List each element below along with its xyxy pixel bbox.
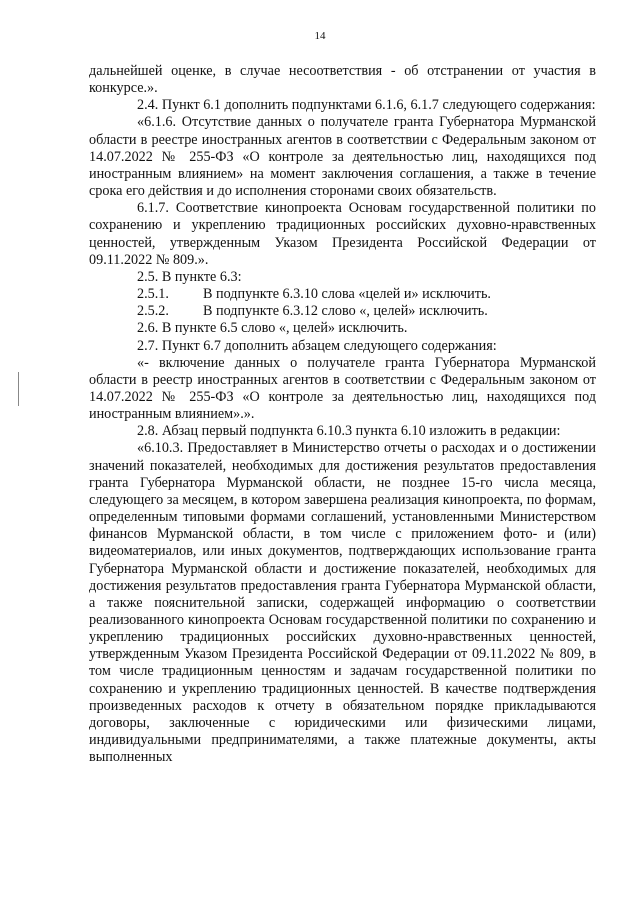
paragraph-6-1-6: «6.1.6. Отсутствие данных о получателе гранта Губернатора Мурманской области в реестре иностранных агентов в соответствии с Федеральным законом от 14.07.2022 № 255-ФЗ «О контроле за деятельностью лиц, находящихся под иностранным влиянием» на момент заключения соглашения, а также в течение срока его действия и до исполнения сторонами своих обязательств.: [89, 114, 596, 200]
paragraph-continuation: дальнейшей оценке, в случае несоответствия - об отстранении от участия в конкурсе.».: [89, 63, 596, 97]
paragraph-2-5: 2.5. В пункте 6.3:: [137, 268, 242, 285]
document-body: [89, 63, 596, 766]
subitem-text: В подпункте 6.3.10 слова «целей и» исключить.: [203, 286, 491, 303]
subitem-2-5-2: [89, 303, 596, 320]
paragraph-6-1-7: 6.1.7. Соответствие кинопроекта Основам государственной политики по сохранению и укреплению традиционных российских духовно-нравственных ценностей, утвержденным Указом Президента Российской Федерации от 09.11.2022 № 809.».: [89, 200, 596, 268]
scan-margin-mark: [18, 372, 19, 406]
paragraph-2-6: 2.6. В пункте 6.5 слово «, целей» исключить.: [137, 320, 408, 337]
subitem-number: 2.5.1.: [137, 286, 169, 303]
subitem-2-5-1: [89, 286, 596, 303]
paragraph-2-8: 2.8. Абзац первый подпункта 6.10.3 пункта 6.10 изложить в редакции:: [137, 423, 561, 440]
page-number: 14: [314, 30, 326, 42]
subitem-number: 2.5.2.: [137, 303, 169, 320]
paragraph-6-10-3: «6.10.3. Предоставляет в Министерство отчеты о расходах и о достижении значений показателей, необходимых для достижения результатов предоставления гранта Губернатора Мурманской области, не позднее 15-го числа месяца, следующего за месяцем, в котором завершена реализация кинопроекта, по формам, определенным типовыми формами соглашений, установленными Министерством финансов Мурманской области, в том числе с приложением фото- и (или) видеоматериалов, или иных документов, подтверждающих использование гранта Губернатора Мурманской области и достижение показателей, необходимых для достижения результатов предоставления гранта Губернатора Мурманской области, а также пояснительной записки, содержащей информацию о соответствии реализованного кинопроекта Основам государственной политики по сохранению и укреплению традиционных российских духовно-нравственных ценностей, утвержденным Указом Президента Российской Федерации от 09.11.2022 № 809, в том числе традиционным ценностям и задачам государственной политики по сохранению и укреплению традиционных ценностей. В качестве подтверждения произведенных расходов к отчету в обязательном порядке прикладываются договоры, заключенные с юридическими или физическими лицами, индивидуальными предпринимателями, а также платежные документы, акты выполненных: [89, 440, 596, 766]
subitem-text: В подпункте 6.3.12 слово «, целей» исключить.: [203, 303, 488, 320]
paragraph-foreign-agents: «- включение данных о получателе гранта Губернатора Мурманской области в реестр иностранных агентов в соответствии с Федеральным законом от 14.07.2022 № 255-ФЗ «О контроле за деятельностью лиц, находящихся под иностранным влиянием».».: [89, 354, 596, 423]
paragraph-2-7: 2.7. Пункт 6.7 дополнить абзацем следующего содержания:: [137, 337, 497, 354]
paragraph-2-4: 2.4. Пункт 6.1 дополнить подпунктами 6.1.6, 6.1.7 следующего содержания:: [137, 97, 596, 114]
